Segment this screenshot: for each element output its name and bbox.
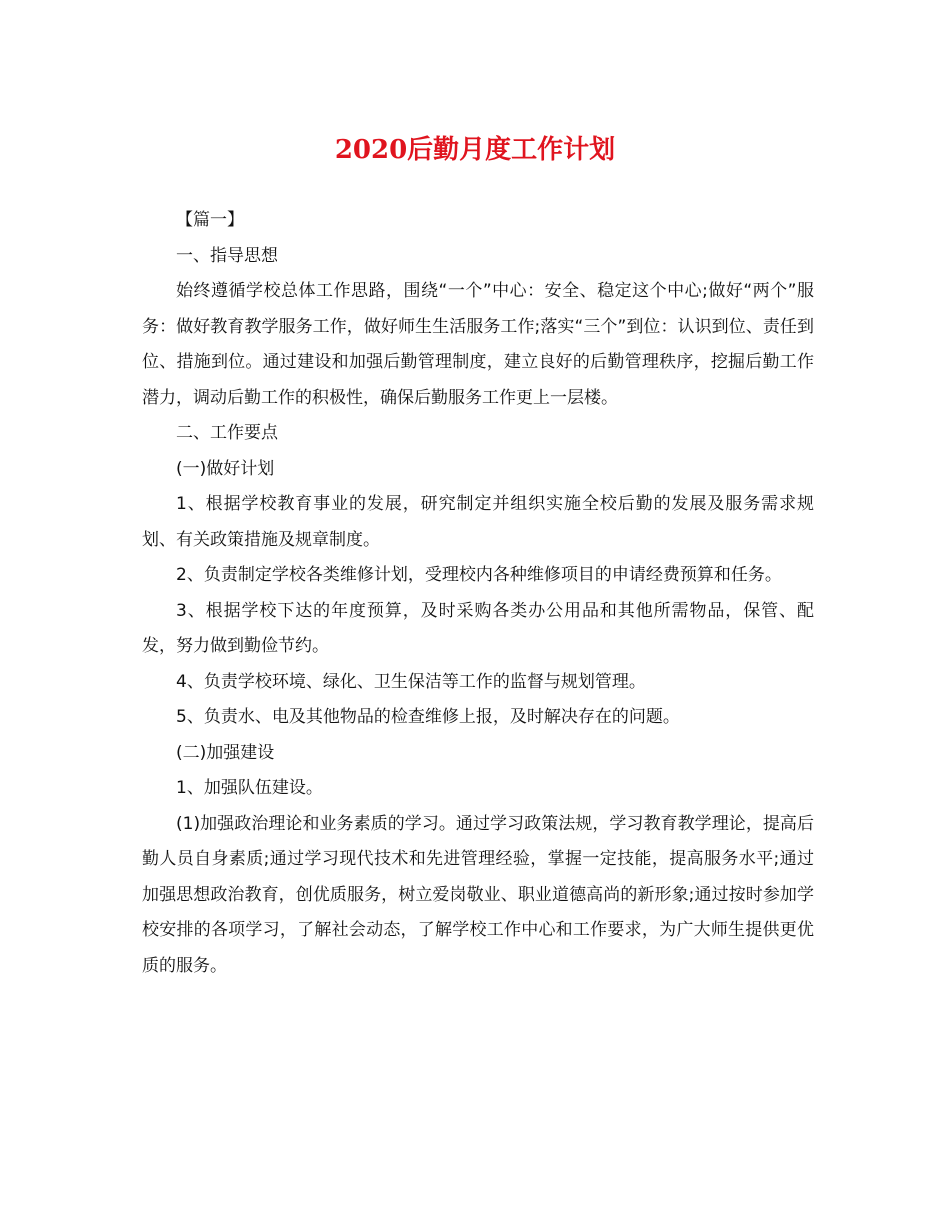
document-body xyxy=(142,203,814,984)
subheading-planning: (一)做好计划 xyxy=(176,458,275,479)
paragraph-guiding-ideology: 始终遵循学校总体工作思路，围绕“一个”中心：安全、稳定这个中心;做好“两个”服务：做好教育教学服务工作，做好师生生活服务工作;落实“三个”到位：认识到位、责任到位、措施到位。通过建设和加强后勤管理制度，建立良好的后勤管理秩序，挖掘后勤工作潜力，调动后勤工作的积极性，确保后勤服务工作更上一层楼。 xyxy=(142,281,814,408)
paragraph-team-study: (1)加强政治理论和业务素质的学习。通过学习政策法规，学习教育教学理论，提高后勤人员自身素质;通过学习现代技术和先进管理经验，掌握一定技能，提高服务水平;通过加强思想政治教育，创优质服务，树立爱岗敬业、职业道德高尚的新形象;通过按时参加学校安排的各项学习，了解社会动态，了解学校工作中心和工作要求，为广大师生提供更优质的服务。 xyxy=(142,813,814,976)
document-title: 2020后勤月度工作计划 xyxy=(334,135,616,165)
list-item: 5、负责水、电及其他物品的检查维修上报，及时解决存在的问题。 xyxy=(176,707,680,727)
list-item: 1、加强队伍建设。 xyxy=(176,778,323,798)
list-item: 2、负责制定学校各类维修计划，受理校内各种维修项目的申请经费预算和任务。 xyxy=(176,565,782,585)
heading-guiding-ideology: 一、指导思想 xyxy=(176,245,278,266)
list-item: 1、根据学校教育事业的发展，研究制定并组织实施全校后勤的发展及服务需求规划、有关政策措施及规章制度。 xyxy=(142,494,814,550)
heading-work-points: 二、工作要点 xyxy=(176,423,278,443)
subheading-construction: (二)加强建设 xyxy=(176,742,275,763)
list-item: 3、根据学校下达的年度预算，及时采购各类办公用品和其他所需物品，保管、配发，努力做到勤俭节约。 xyxy=(142,600,814,656)
section-label: 【篇一】 xyxy=(176,210,244,230)
list-item: 4、负责学校环境、绿化、卫生保洁等工作的监督与规划管理。 xyxy=(176,671,646,692)
